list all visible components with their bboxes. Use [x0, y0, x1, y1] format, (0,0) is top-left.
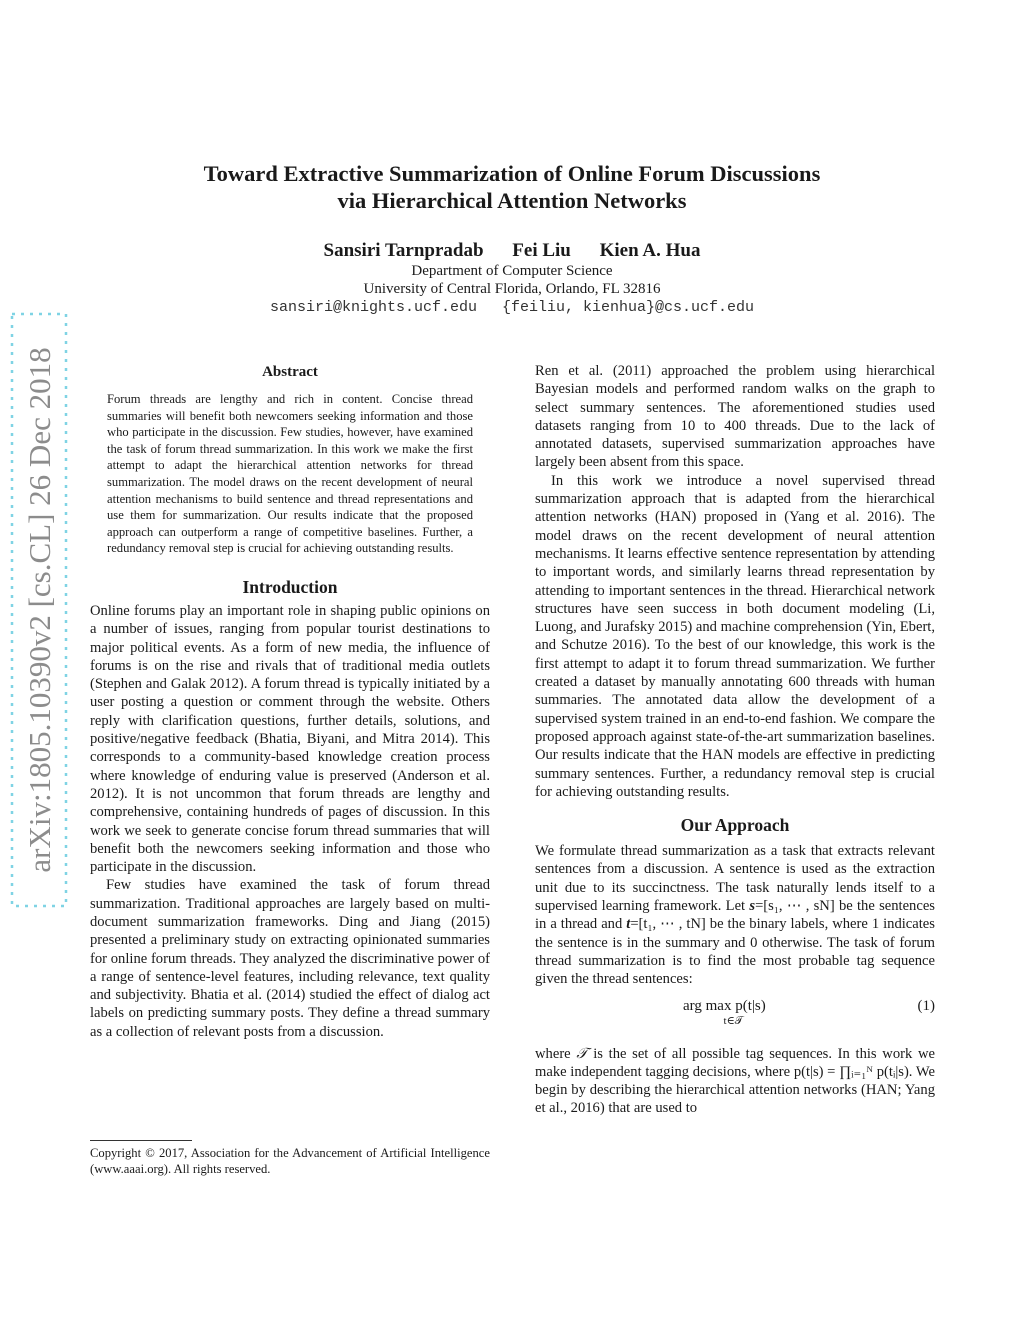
equation-subscript: t∈𝒯: [723, 1014, 744, 1027]
approach-paragraph: We formulate thread summarization as a task that extracts relevant sentences from a discussion. A sentence is used as the extraction unit due to its succinctness. The task naturally lends itself to a supervised learning framework. Let s=[s₁, ⋯ , sN] be the sentences in a thread and t=[t₁, ⋯ , tN] be the binary labels, where 1 indicates the sentence is in the summary and 0 otherwise. The task of forum thread summarization is to find the most probable tag sequence given the thread sentences:: [535, 843, 935, 988]
email-address: {feiliu, kienhua}@cs.ucf.edu: [502, 299, 755, 316]
left-column: [90, 362, 490, 1041]
abstract-text: Forum threads are lengthy and rich in content. Concise thread summaries will benefit both newcomers seeking information and those who participate in the discussion. Few studies, however, have examined the task of forum thread summarization. In this work we make the first attempt to adapt the hierarchical attention networks for thread summarization. The model draws on the recent development of neural attention mechanisms to build sentence and thread representations and use them for summarization. Our results indicate that the proposed approach can outperform a range of competitive baselines. Further, a redundancy removal step is crucial for achieving outstanding results.: [107, 392, 473, 556]
introduction-heading: Introduction: [242, 576, 338, 597]
approach-text: be the binary labels, where 1 indicates the sentence is in the summary and 0 otherwise. The task of forum thread summarization is to find the most probable tag sequence given the thread sentences:: [535, 916, 935, 988]
abstract-heading: Abstract: [262, 364, 318, 380]
department: Department of Computer Science: [411, 263, 613, 279]
approach-text: where: [535, 1045, 571, 1062]
equation-main: arg max p(t|s): [683, 997, 766, 1014]
arxiv-identifier: arXiv:1805.10390v2 [cs.CL] 26 Dec 2018: [22, 347, 57, 873]
introduction-paragraph: Online forums play an important role in shaping public opinions on a number of issues, ranging from popular tourist destinations to major political events. As a form of new media, the influence of forums is on the rise and rivals that of traditional media outlets (Stephen and Galak 2012). A forum thread is typically initiated by a user posting a question or comment through the website. Others reply with clarification questions, further details, solutions, and positive/negative feedback (Bhatia, Biyani, and Mitra 2014). This corresponds to a community-based knowledge creation process where knowledge of enduring value is preserved (Anderson et al. 2012). It is not uncommon that forum threads are lengthy and comprehensive, containing hundreds of pages of discussion. In this work we seek to generate concise forum thread summaries that will benefit both the newcomers seeking information and those who participate in the discussion.: [90, 602, 490, 876]
author-name: Sansiri Tarnpradab: [323, 240, 484, 261]
right-column: [535, 362, 935, 1118]
introduction-paragraph: In this work we introduce a novel supervised thread summarization approach that is adapted from the hierarchical attention networks (HAN) proposed in (Yang et al. 2016). The model draws on the recent development of neural attention mechanisms. It learns effective sentence representation by attending to important words, and similarly learns thread representation by attending to important sentences in the thread. Hierarchical network structures have seen success in both document modeling (Li, Luong, and Jurafsky 2015) and machine comprehension (Yin, Ebert, and Schutze 2016). To the best of our knowledge, this work is the first attempt to adapt it to forum thread summarization. We further created a dataset by manually annotating 600 threads with human summaries. The annotated data allow the development of a supervised system trained in an end-to-end fashion. We compare the proposed approach against state-of-the-art summarization baselines. Our results indicate that the HAN models are effective in predicting summary sentences. Further, a redundancy removal step is crucial for achieving outstanding results.: [535, 472, 936, 800]
approach-heading: Our Approach: [680, 815, 790, 836]
equation-body: [683, 997, 766, 1027]
independence-formula: p(t|s) = ∏ᵢ₌₁ᴺ p(tᵢ|s).: [793, 1063, 913, 1080]
equation-1: [535, 997, 935, 1039]
author-list: [100, 240, 924, 262]
title-line-2: via Hierarchical Attention Networks: [337, 188, 687, 213]
approach-text: We begin by describing the hierarchical attention networks (HAN; Yang et al., 2016) that are used to: [535, 1063, 935, 1117]
title-line-1: Toward Extractive Summarization of Online Forum Discussions: [203, 161, 821, 186]
sentence-sequence-math: =[s₁, ⋯ , sN]: [755, 898, 835, 915]
copyright-footnote: Copyright © 2017, Association for the Advancement of Artificial Intelligence (www.aaai.org). All rights reserved.: [90, 1146, 490, 1176]
approach-paragraph: [535, 1045, 935, 1118]
label-sequence-math: =[t₁, ⋯ , tN]: [630, 916, 706, 933]
title-block: [100, 160, 924, 317]
approach-text: be the sentences in a thread and: [535, 898, 935, 933]
tag-set-symbol: 𝒯: [576, 1045, 588, 1062]
email-address: sansiri@knights.ucf.edu: [269, 299, 477, 316]
approach-text: We formulate thread summarization as a task that extracts relevant sentences from a discussion. A sentence is used as the extraction unit due to its succinctness. The task naturally lends itself to a supervised learning framework. Let: [535, 843, 935, 915]
paper-title: [100, 160, 924, 214]
introduction-paragraph: Ren et al. (2011) approached the problem using hierarchical Bayesian models and performed random walks on the graph to select summary sentences. The aforementioned studies used datasets ranging from 10 to 400 threads. Due to the lack of annotated datasets, supervised summarization approaches have largely been absent from this space.: [535, 363, 935, 471]
author-emails: [100, 298, 924, 317]
introduction-paragraph: Few studies have examined the task of forum thread summarization. Traditional approaches are largely based on multi-document summarization frameworks. Ding and Jiang (2015) presented a preliminary study on extracting opinionated summaries for online forum threads. They analyzed the discriminative power of a range of sentence-level features, including relevance, text quality and subjectivity. Bhatia et al. (2014) studied the effect of dialog act labels on predicting summary posts. They define a thread summary as a collection of relevant posts from a discussion.: [90, 877, 490, 1040]
equation-number: (1): [917, 997, 935, 1014]
approach-text: is the set of all possible tag sequences. In this work we make independent tagging decisions, where: [535, 1045, 935, 1080]
footnote-rule: [90, 1140, 192, 1141]
author-name: Fei Liu: [512, 240, 571, 261]
arxiv-stamp: [8, 310, 70, 910]
university: University of Central Florida, Orlando, FL 32816: [363, 281, 661, 297]
author-name: Kien A. Hua: [599, 240, 701, 261]
